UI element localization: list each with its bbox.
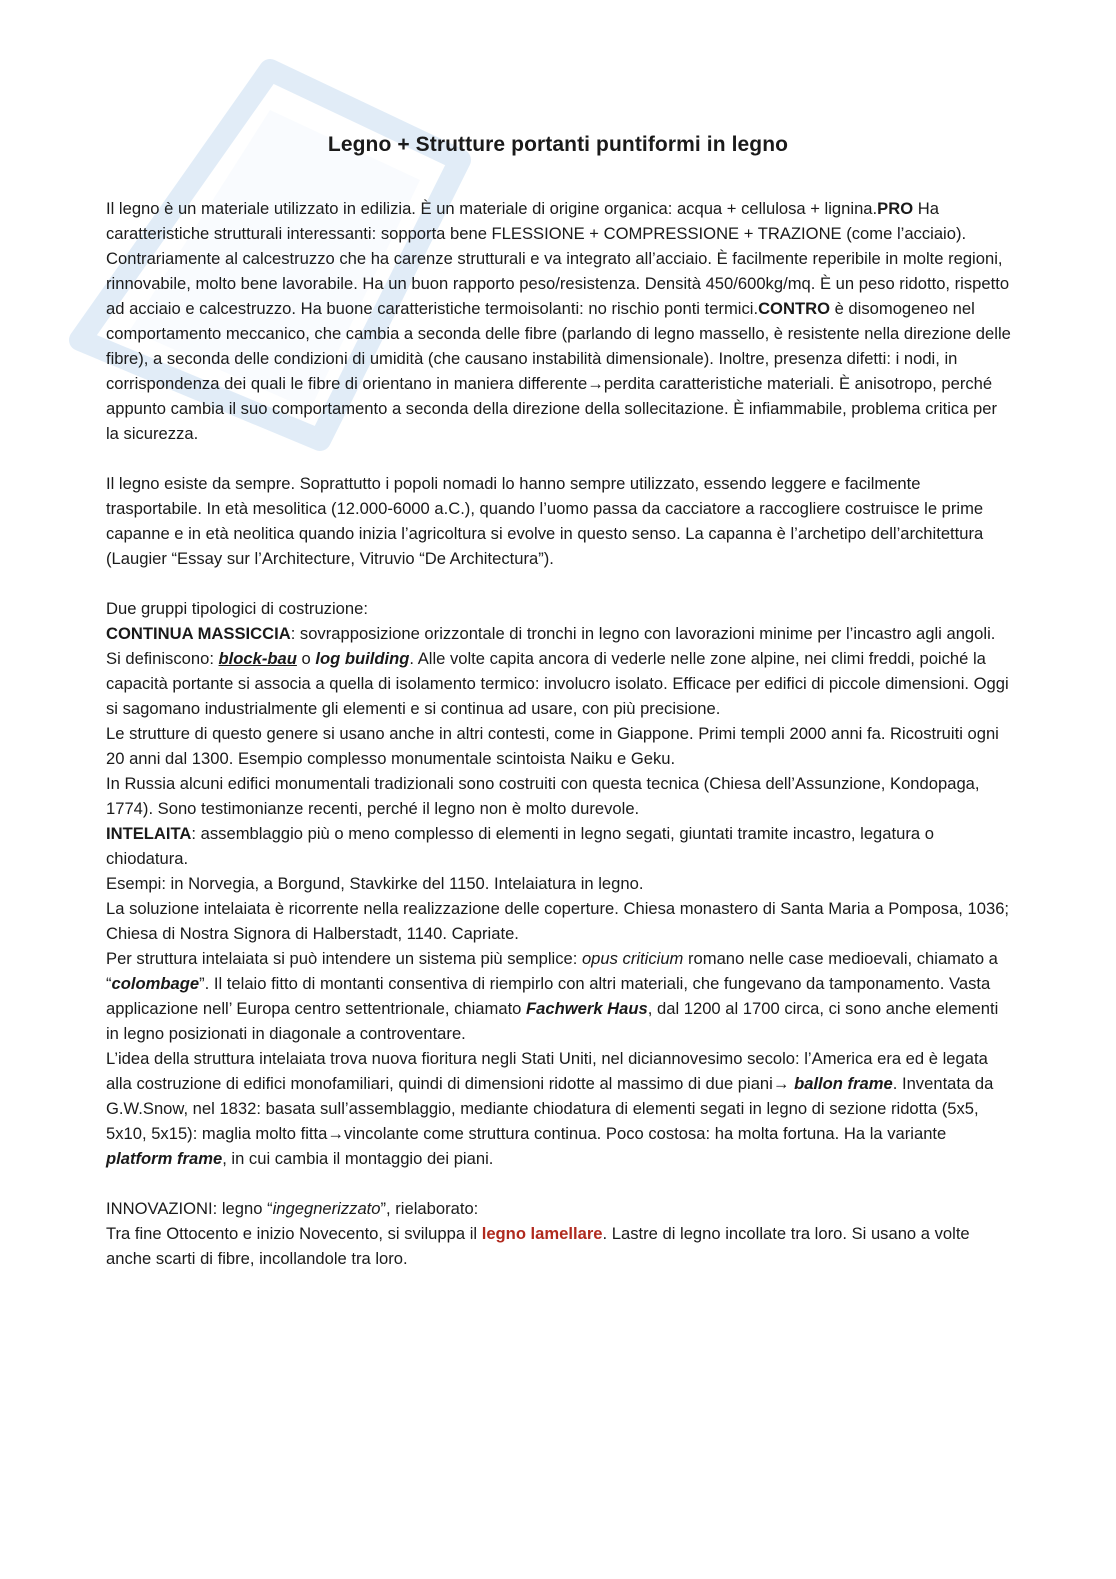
text-run: Due gruppi tipologici di costruzione: <box>106 599 368 618</box>
text-run: CONTRO <box>758 299 830 318</box>
text-run: . Lastre di legno incollate tra loro. Si usano a volte anche scarti di fibre, incollandole tra loro. <box>106 1224 970 1268</box>
text-run: : assemblaggio più o meno complesso di elementi in legno segati, giuntati tramite incastro, legatura o chiodatura. <box>106 824 934 868</box>
text-run: . Inventata da G.W.Snow, nel 1832: basata sull’assemblaggio, mediante chiodatura di elementi segati in legno di sezione ridotta (5x5, 5x10, 5x15): maglia molto fitta <box>106 1074 994 1143</box>
paragraph-intro <box>106 196 1011 446</box>
paragraph-typologies <box>106 596 1011 1171</box>
text-run: CONTINUA MASSICCIA <box>106 624 291 643</box>
text-run: colombage <box>111 974 200 993</box>
right-arrow-icon: → <box>772 1074 790 1093</box>
text-run: Tra fine Ottocento e inizio Novecento, si sviluppa il <box>106 1224 482 1243</box>
text-run: ”, rielaborato: <box>380 1199 479 1218</box>
text-run: o <box>296 649 316 668</box>
paragraph-innovations <box>106 1196 1011 1271</box>
text-run: Esempi: in Norvegia, a Borgund, Stavkirke del 1150. Intelaiatura in legno. <box>106 874 644 893</box>
text-run: legno lamellare <box>481 1224 603 1243</box>
document-body <box>106 196 1011 1271</box>
text-run: log building <box>315 649 410 668</box>
text-run: L’idea della struttura intelaiata trova nuova fioritura negli Stati Uniti, nel diciannovesimo secolo: l’America era ed è legata alla costruzione di edifici monofamiliari, quindi di dimensioni ridotte al massimo di due piani <box>106 1049 988 1093</box>
text-run: In Russia alcuni edifici monumentali tradizionali sono costruiti con questa tecnica (Chiesa dell’Assunzione, Kondopaga, 1774). Sono testimonianze recenti, perché il legno non è molto durevole. <box>106 774 980 818</box>
text-run: , dal 1200 al 1700 circa, ci sono anche elementi in legno posizionati in diagonale a controventare. <box>106 999 999 1043</box>
text-run: . Alle volte capita ancora di vederle nelle zone alpine, nei climi freddi, poiché la capacità portante si associa a quella di isolamento termico: involucro isolato. Efficace per edifici di piccole dimensioni. Oggi si sagomano industrialmente gli elementi e si continua ad usare, con più precisione. <box>106 649 1009 718</box>
text-run: opus criticium <box>581 949 684 968</box>
text-run: Si definiscono: <box>106 649 219 668</box>
text-run: : sovrapposizione orizzontale di tronchi in legno con lavorazioni minime per l’incastro agli angoli. <box>290 624 996 643</box>
text-run: è disomogeneo nel comportamento meccanico, che cambia a seconda delle fibre (parlando di legno massello, è resistente nella direzione delle fibre), a seconda delle condizioni di umidità (che causano instabilità dimensionale). Inoltre, presenza difetti: i nodi, in corrispondenza dei quali le fibre di orientano in maniera differente <box>106 299 1011 393</box>
text-run: block-bau <box>218 649 297 668</box>
text-run: Le strutture di questo genere si usano anche in altri contesti, come in Giappone. Primi templi 2000 anni fa. Ricostruiti ogni 20 anni dal 1300. Esempio complesso monumentale scintoista Naiku e Geku. <box>106 724 999 768</box>
text-run: Ha caratteristiche strutturali interessanti: sopporta bene FLESSIONE + COMPRESSIONE + TRAZIONE (come l’acciaio). Contrariamente al calcestruzzo che ha carenze strutturali e va integrato all’acciaio. È facilmente reperibile in molte regioni, rinnovabile, molto bene lavorabile. Ha un buon rapporto peso/resistenza. Densità 450/600kg/mq. È un peso ridotto, rispetto ad acciaio e calcestruzzo. Ha buone caratteristiche termoisolanti: no rischio ponti termici. <box>106 199 1010 318</box>
text-run: ballon frame <box>794 1074 893 1093</box>
text-run: Fachwerk Haus <box>526 999 648 1018</box>
text-run: Il legno esiste da sempre. Soprattutto i popoli nomadi lo hanno sempre utilizzato, essendo leggere e facilmente trasportabile. In età mesolitica (12.000-6000 a.C.), quando l’uomo passa da cacciatore a raccogliere costruisce le prime capanne e in età neolitica quando inizia l’agricoltura si evolve in questo senso. La capanna è l’archetipo dell’architettura (Laugier “Essay sur l’Architecture, Vitruvio “De Architectura”). <box>106 474 984 568</box>
paragraph-gap <box>106 1171 1011 1196</box>
text-run: ingegnerizzato <box>272 1199 381 1218</box>
text-run: La soluzione intelaiata è ricorrente nella realizzazione delle coperture. Chiesa monastero di Santa Maria a Pomposa, 1036; Chiesa di Nostra Signora di Halberstadt, 1140. Capriate. <box>106 899 1010 943</box>
text-run: ”. Il telaio fitto di montanti consentiva di riempirlo con altri materiali, che fungevano da tamponamento. Vasta applicazione nell’ Europa centro settentrionale, chiamato <box>106 974 991 1018</box>
text-run: Per struttura intelaiata si può intendere un sistema più semplice: <box>106 949 582 968</box>
text-run: INTELAITA <box>106 824 192 843</box>
page-title: Legno + Strutture portanti puntiformi in legno <box>327 133 789 156</box>
text-run: perdita caratteristiche materiali. È anisotropo, perché appunto cambia il suo comportamento a seconda della direzione della sollecitazione. È infiammabile, problema critica per la sicurezza. <box>106 374 998 443</box>
text-run: vincolante come struttura continua. Poco costosa: ha molta fortuna. Ha la variante <box>343 1124 947 1143</box>
paragraph-gap <box>106 571 1011 596</box>
right-arrow-icon: → <box>327 1124 344 1143</box>
paragraph-history <box>106 471 1011 571</box>
text-run: PRO <box>877 199 914 218</box>
text-run: romano nelle case medioevali, chiamato a “ <box>106 949 998 993</box>
right-arrow-icon: → <box>587 374 604 393</box>
paragraph-gap <box>106 446 1011 471</box>
text-run: , in cui cambia il montaggio dei piani. <box>222 1149 494 1168</box>
text-run: Il legno è un materiale utilizzato in edilizia. È un materiale di origine organica: acqua + cellulosa + lignina. <box>106 199 878 218</box>
text-run: INNOVAZIONI: legno “ <box>106 1199 273 1218</box>
text-run: platform frame <box>106 1149 223 1168</box>
